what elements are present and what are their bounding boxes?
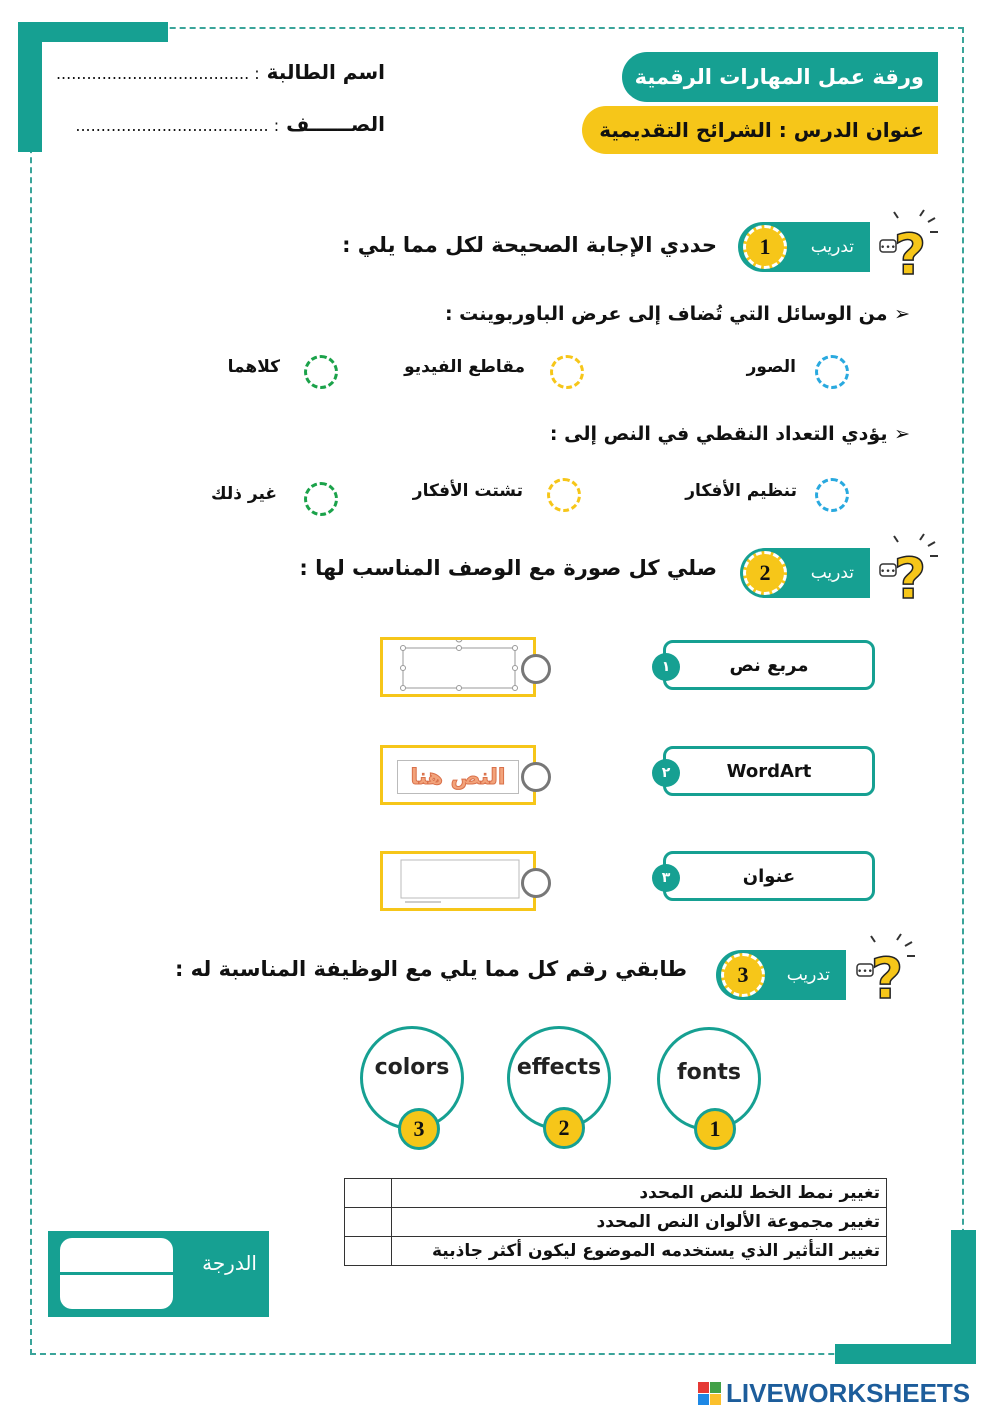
brand-text: LIVEWORKSHEETS	[726, 1378, 971, 1408]
connect-dot-1[interactable]	[521, 654, 551, 684]
table-row	[345, 1179, 887, 1208]
class-label: الصــــــف	[286, 112, 385, 136]
exercise2-tag	[740, 548, 870, 598]
exercise1-tag-label: تدريب	[810, 237, 854, 257]
task-text: تغيير مجموعة الألوان النص المحدد	[392, 1208, 887, 1237]
student-name-row	[55, 60, 385, 84]
lesson-title	[582, 106, 938, 154]
task-text: تغيير نمط الخط للنص المحدد	[392, 1179, 887, 1208]
fonts-label: fonts	[677, 1060, 741, 1085]
q1-option-2-label: مقاطع الفيديو	[404, 357, 525, 377]
match-item-3[interactable]	[663, 851, 875, 901]
table-row	[345, 1208, 887, 1237]
colors-number: 3	[398, 1108, 440, 1150]
svg-text:•••: •••	[880, 243, 896, 253]
match-item-1-label: مربع نص	[729, 654, 809, 676]
corner-top-left-v	[18, 22, 42, 152]
match-item-1-number: ١	[652, 653, 680, 681]
effects-circle	[507, 1026, 611, 1140]
connect-dot-2[interactable]	[521, 762, 551, 792]
exercise3-number: 3	[721, 953, 765, 997]
question-mark-icon	[878, 208, 940, 288]
match-item-2[interactable]	[663, 746, 875, 796]
textbox-image	[380, 637, 536, 697]
exercise1-heading: حددي الإجابة الصحيحة لكل مما يلي :	[342, 233, 717, 257]
title-placeholder-image	[380, 851, 536, 911]
match-item-2-label: WordArt	[726, 760, 812, 782]
q2-option-2-label: تشتت الأفكار	[412, 481, 523, 501]
exercise3-tag-label: تدريب	[786, 965, 830, 985]
q1-option-3-label: كلاهما	[227, 357, 280, 377]
q1-option-1-label: الصور	[746, 357, 796, 377]
class-input[interactable]: : ......................................	[75, 116, 280, 135]
q1-option-2-circle[interactable]	[550, 355, 584, 389]
svg-text:?: ?	[893, 223, 927, 288]
worksheet-title-text: ورقة عمل المهارات الرقمية	[634, 65, 924, 89]
connect-dot-3[interactable]	[521, 868, 551, 898]
match-item-3-label: عنوان	[742, 865, 796, 887]
title-placeholder-icon	[383, 854, 533, 908]
student-name-input[interactable]: : ......................................	[55, 64, 260, 83]
answer-cell[interactable]	[345, 1237, 392, 1266]
corner-bottom-right-v	[951, 1230, 976, 1364]
class-row	[55, 112, 385, 136]
svg-text:•••: •••	[880, 567, 896, 577]
q1-option-1-circle[interactable]	[815, 355, 849, 389]
exercise3-tag	[716, 950, 846, 1000]
q2-option-3-circle[interactable]	[304, 482, 338, 516]
lesson-title-text: عنوان الدرس : الشرائح التقديمية	[599, 118, 924, 142]
effects-label: effects	[516, 1055, 602, 1080]
worksheet-title	[622, 52, 938, 102]
exercise2-number: 2	[743, 551, 787, 595]
wordart-sample-frame	[397, 760, 519, 794]
effects-number: 2	[543, 1107, 585, 1149]
wordart-image	[380, 745, 536, 805]
svg-text:•••: •••	[857, 967, 873, 977]
exercise3-heading: طابقي رقم كل مما يلي مع الوظيفة المناسبة له :	[174, 957, 687, 981]
student-name-label: اسم الطالبة	[266, 60, 385, 84]
question-1-label: من الوسائل التي تُضاف إلى عرض الباوربوينت :	[444, 303, 888, 325]
q2-option-3-label: غير ذلك	[211, 484, 277, 504]
fonts-circle	[657, 1027, 761, 1141]
colors-label: colors	[374, 1055, 450, 1080]
question-2-label: يؤدي التعداد النقطي في النص إلى :	[549, 423, 888, 445]
exercise2-heading: صلي كل صورة مع الوصف المناسب لها :	[299, 556, 717, 580]
grade-box	[48, 1231, 269, 1317]
exercise1-tag	[738, 222, 870, 272]
q1-option-3-circle[interactable]	[304, 355, 338, 389]
svg-text:?: ?	[870, 947, 904, 1012]
match-item-2-number: ٢	[652, 759, 680, 787]
answer-cell[interactable]	[345, 1179, 392, 1208]
match-item-3-number: ٣	[652, 864, 680, 892]
q2-option-2-circle[interactable]	[547, 478, 581, 512]
grade-input-top[interactable]	[60, 1238, 173, 1272]
exercise1-number: 1	[743, 225, 787, 269]
wordart-sample: النص هنا	[410, 764, 506, 790]
textbox-shape-icon	[383, 640, 533, 694]
answer-cell[interactable]	[345, 1208, 392, 1237]
match-item-1[interactable]	[663, 640, 875, 690]
arrow-bullet-icon: ➢	[894, 303, 910, 325]
question-1-text	[445, 303, 910, 325]
q2-option-1-circle[interactable]	[815, 478, 849, 512]
question-mark-icon	[878, 532, 940, 612]
arrow-bullet-icon: ➢	[894, 423, 910, 445]
question-2-text	[550, 423, 910, 445]
question-mark-icon	[855, 932, 917, 1012]
liveworksheets-logo-icon	[698, 1382, 722, 1406]
exercise2-tag-label: تدريب	[810, 563, 854, 583]
grade-label: الدرجة	[202, 1251, 257, 1275]
table-row	[345, 1237, 887, 1266]
grade-input-bottom[interactable]	[60, 1275, 173, 1309]
svg-text:?: ?	[893, 547, 927, 612]
q2-option-1-label: تنظيم الأفكار	[685, 481, 797, 501]
liveworksheets-logo	[698, 1378, 970, 1409]
fonts-number: 1	[694, 1108, 736, 1150]
colors-circle	[360, 1026, 464, 1141]
tasks-table	[344, 1178, 887, 1266]
task-text: تغيير التأثير الذي يستخدمه الموضوع ليكون أكثر جاذبية	[392, 1237, 887, 1266]
